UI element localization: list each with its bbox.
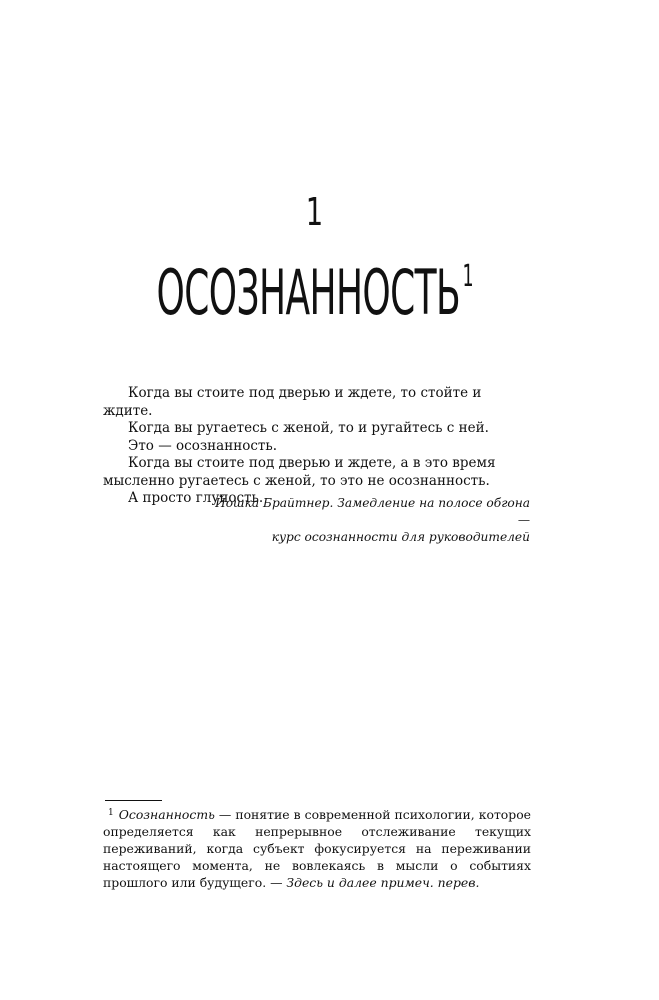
epigraph-line: А просто глупость. bbox=[128, 490, 264, 506]
attribution-line: курс осознанности для руководителей bbox=[271, 530, 530, 544]
epigraph bbox=[103, 385, 533, 508]
chapter-number: 1 bbox=[305, 190, 324, 234]
footnote-mark: 1 bbox=[108, 808, 114, 818]
epigraph-line: Это — осознанность. bbox=[128, 437, 278, 454]
title-footnote-mark[interactable]: 1 bbox=[462, 259, 473, 294]
attribution-line: Йошка Брайтнер. Замедление на полосе обгона — bbox=[215, 496, 530, 527]
footnote-text: — понятие в современной психологии, которое определяется как непрерывное отслеживание текущих переживаний, когда субъект фокусируется на переживании настоящего момента, не вовлекаясь в мысли о событиях прошлого или будущего. — bbox=[103, 807, 531, 890]
epigraph-line: Когда вы ругаетесь с женой, то и ругайтесь с ней. bbox=[128, 420, 489, 436]
chapter-title-text: ОСОЗНАННОСТЬ bbox=[156, 256, 460, 329]
epigraph-line: Когда вы стоите под дверью и ждете, а в это время мысленно ругаетесь с женой, то это не осознанность. bbox=[103, 455, 496, 489]
epigraph-attribution bbox=[200, 495, 530, 546]
footnote-divider bbox=[105, 800, 162, 801]
epigraph-line: Когда вы стоите под дверью и ждете, то стойте и ждите. bbox=[103, 385, 482, 419]
footnote-term: Осознанность bbox=[118, 807, 215, 822]
footnote-note: Здесь и далее примеч. перев. bbox=[286, 875, 480, 890]
chapter-title bbox=[156, 256, 473, 329]
chapter-title-block bbox=[0, 256, 629, 329]
footnote bbox=[103, 805, 531, 891]
